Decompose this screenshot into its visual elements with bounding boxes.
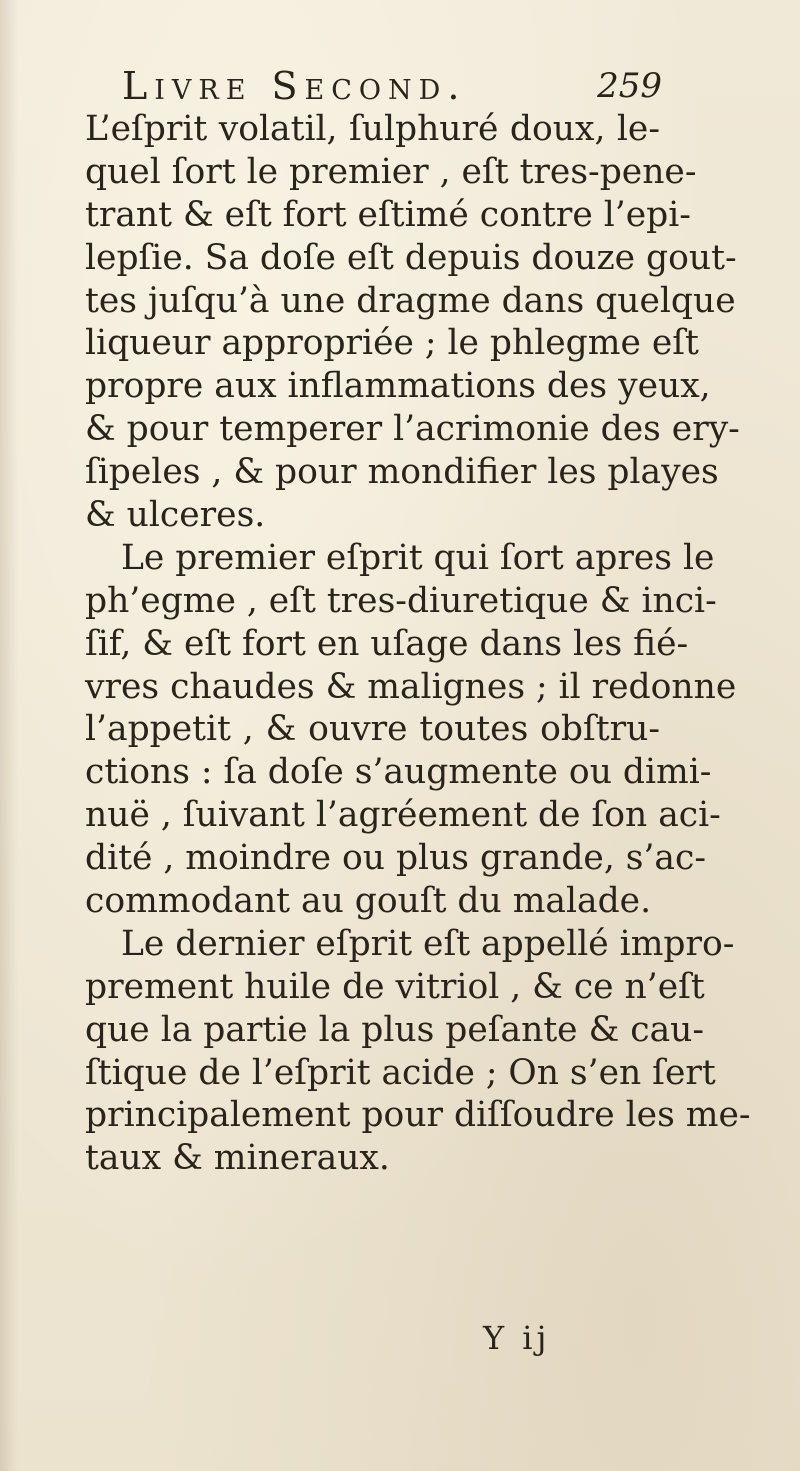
text-line: commodant au gouſt du malade. [85, 881, 652, 922]
text-line: & pour temperer l’acrimonie des ery- [85, 409, 740, 450]
text-line: liqueur appropriée ; le phlegme eſt [85, 323, 699, 364]
text-line: ſif, & eſt fort en uſage dans les fié- [85, 623, 689, 664]
text-line: ph’egme , eſt tres-diuretique & inci- [85, 580, 717, 621]
text-line: ſtique de l’eſprit acide ; On s’en ſert [85, 1052, 716, 1093]
text-line: que la partie la plus peſante & cau- [85, 1009, 705, 1050]
text-line: ctions : ſa doſe s’augmente ou dimi- [85, 752, 712, 793]
page-edge-shadow [0, 0, 18, 1471]
text-line: propre aux inflammations des yeux, [85, 366, 711, 407]
text-line: l’appetit , & ouvre toutes obſtru- [85, 709, 660, 750]
text-line: & ulceres. [85, 495, 266, 536]
running-head-title: Livre Second. [122, 64, 467, 108]
text-line: tes juſqu’à une dragme dans quelque [85, 280, 736, 321]
text-line: dité , moindre ou plus grande, s’ac- [85, 838, 706, 879]
text-line: prement huile de vitriol , & ce n’eſt [85, 966, 705, 1007]
text-line: trant & eſt fort eſtimé contre l’epi- [85, 194, 691, 235]
text-line: taux & mineraux. [85, 1138, 390, 1179]
body-text [85, 108, 751, 1180]
text-line: vres chaudes & malignes ; il redonne [85, 666, 737, 707]
text-line: ſipeles , & pour mondifier les playes [85, 452, 719, 493]
text-line: L’eſprit volatil, ſulphuré doux, le- [85, 109, 660, 149]
running-head [122, 64, 662, 114]
signature-mark: Y ij [483, 1319, 551, 1357]
text-line: Le premier eſprit qui ſort apres le [121, 537, 715, 578]
text-line: lepſie. Sa doſe eſt depuis douze gout- [85, 237, 737, 278]
text-line: Le dernier eſprit eſt appellé impro- [121, 923, 735, 964]
page-number: 259 [597, 66, 662, 106]
text-line: principalement pour diſſoudre les me- [85, 1095, 751, 1136]
text-line: quel ſort le premier , eſt tres-pene- [85, 151, 697, 192]
text-line: nuë , ſuivant l’agréement de ſon aci- [85, 795, 721, 836]
